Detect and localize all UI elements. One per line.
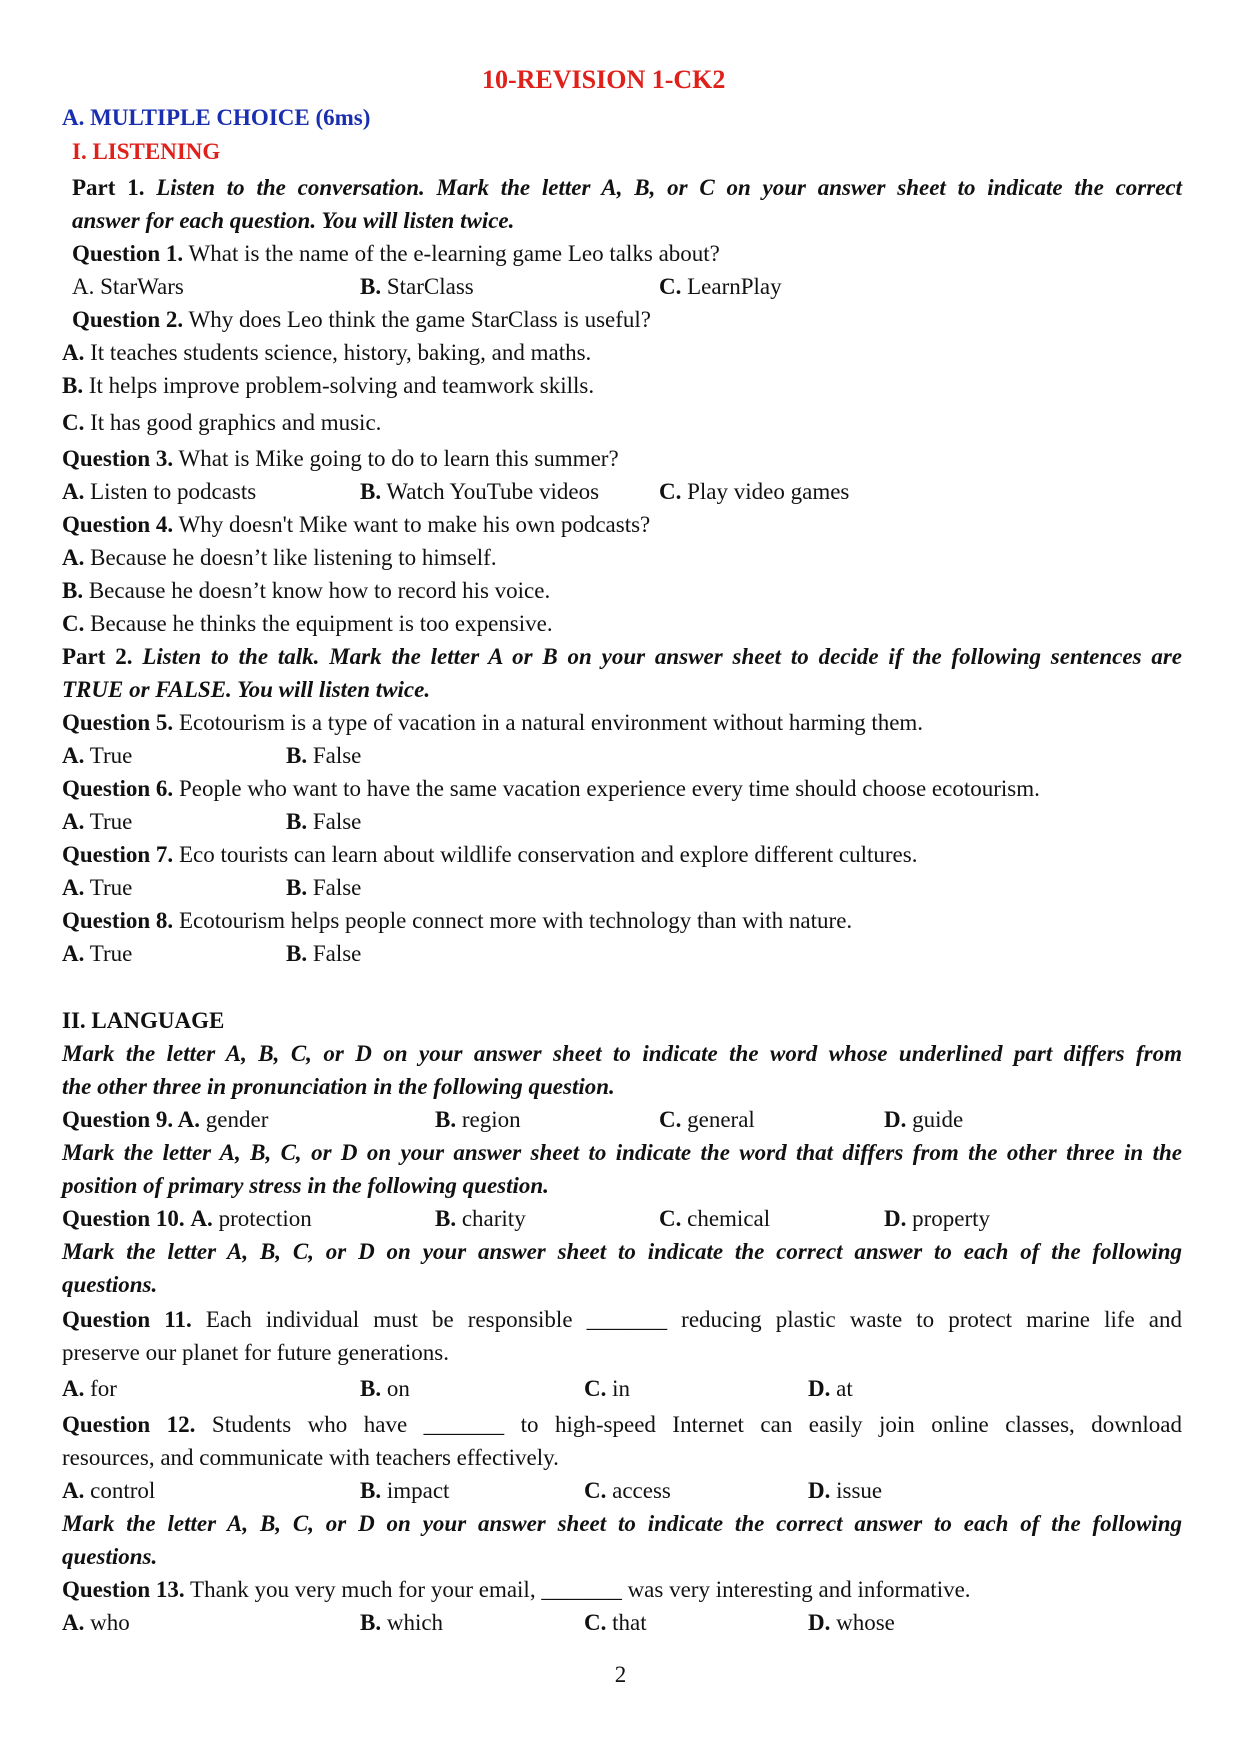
- q4-option-b: B. Because he doesn’t know how to record his voice.: [62, 578, 551, 603]
- q3-option-c: C. Play video games: [659, 479, 850, 504]
- underlined-letter: g: [479, 1107, 492, 1132]
- question-9: Question 9. A. gender: [62, 1107, 269, 1132]
- part1-instruction: Listen to the conversation. Mark the letter A, B, or C on your answer sheet to indicate the correct: [156, 175, 1183, 200]
- q2-option-c: C. It has good graphics and music.: [62, 410, 382, 435]
- question-label: Question 2.: [72, 307, 184, 332]
- q5-option-a: A. True: [62, 743, 133, 768]
- q10-option-b: B. charity: [435, 1206, 526, 1231]
- question-11: [62, 1306, 1182, 1334]
- q13-option-a: A. who: [62, 1610, 130, 1635]
- question-label: Question 7.: [62, 842, 174, 867]
- question-label: Question 12.: [62, 1412, 196, 1437]
- q3-option-a: A. Listen to podcasts: [62, 479, 257, 504]
- answer-instruction-2-line2: questions.: [62, 1544, 158, 1569]
- question-text: Each individual must be responsible _______ reducing plastic waste to protect marine life and: [205, 1307, 1182, 1332]
- q1-option-b: B. StarClass: [360, 274, 474, 299]
- q13-option-c: C. that: [584, 1610, 647, 1635]
- pronunciation-instruction-line1: Mark the letter A, B, C, or D on your answer sheet to indicate the word whose underlined part differs from: [62, 1041, 1182, 1066]
- q11-option-a: A. for: [62, 1376, 117, 1401]
- question-text: Why doesn't Mike want to make his own podcasts?: [178, 512, 651, 537]
- page-number: 2: [614, 1662, 627, 1687]
- part1-instruction-line2: answer for each question. You will listen twice.: [72, 208, 515, 233]
- q5-option-b: B. False: [286, 743, 362, 768]
- part2-instruction-line2: TRUE or FALSE. You will listen twice.: [62, 677, 431, 702]
- question-3: [62, 445, 619, 473]
- underlined-letter: g: [687, 1107, 699, 1132]
- answer-instruction-2-line1: Mark the letter A, B, C, or D on your answer sheet to indicate the correct answer to each of the following: [62, 1511, 1182, 1536]
- q10-option-d: D. property: [884, 1206, 991, 1231]
- q4-option-a: A. Because he doesn’t like listening to himself.: [62, 545, 497, 570]
- q2-option-a: A. It teaches students science, history, baking, and maths.: [62, 340, 592, 365]
- question-label: Question 10.: [62, 1206, 185, 1231]
- section-a-heading: A. MULTIPLE CHOICE (6ms): [62, 105, 371, 130]
- question-12: [62, 1411, 1182, 1439]
- q9-option-b: B. region: [435, 1107, 521, 1132]
- listening-heading: I. LISTENING: [72, 139, 221, 164]
- question-label: Question 3.: [62, 446, 174, 471]
- q12-option-a: A. control: [62, 1478, 156, 1503]
- question-12-continued: resources, and communicate with teachers effectively.: [62, 1445, 559, 1470]
- q7-option-a: A. True: [62, 875, 133, 900]
- underlined-letter: g: [912, 1107, 924, 1132]
- question-5: [62, 709, 923, 737]
- q12-option-d: D. issue: [808, 1478, 883, 1503]
- q12-option-b: B. impact: [360, 1478, 450, 1503]
- q12-option-c: C. access: [584, 1478, 671, 1503]
- question-4: [62, 511, 650, 539]
- q11-option-c: C. in: [584, 1376, 631, 1401]
- question-text: Why does Leo think the game StarClass is useful?: [188, 307, 651, 332]
- q10-option-c: C. chemical: [659, 1206, 771, 1231]
- question-label: Question 11.: [62, 1307, 192, 1332]
- question-11-continued: preserve our planet for future generations.: [62, 1340, 450, 1365]
- q4-option-c: C. Because he thinks the equipment is too expensive.: [62, 611, 553, 636]
- question-7: [62, 841, 917, 869]
- question-label: Question 9. A.: [62, 1107, 201, 1132]
- question-text: What is Mike going to do to learn this summer?: [178, 446, 619, 471]
- question-text: Students who have _______ to high-speed Internet can easily join online classes, download: [211, 1412, 1183, 1437]
- q2-option-b: B. It helps improve problem-solving and teamwork skills.: [62, 373, 595, 398]
- question-text: People who want to have the same vacation experience every time should choose ecotourism.: [178, 776, 1040, 801]
- q3-option-b: B. Watch YouTube videos: [360, 479, 600, 504]
- language-heading: II. LANGUAGE: [62, 1008, 225, 1033]
- q11-option-d: D. at: [808, 1376, 853, 1401]
- question-2: [72, 306, 651, 334]
- question-text: Ecotourism helps people connect more with technology than with nature.: [178, 908, 853, 933]
- question-text: Eco tourists can learn about wildlife conservation and explore different cultures.: [178, 842, 918, 867]
- question-6: [62, 775, 1040, 803]
- q13-option-d: D. whose: [808, 1610, 895, 1635]
- question-label: Question 13.: [62, 1577, 185, 1602]
- q8-option-b: B. False: [286, 941, 362, 966]
- part2-instruction-line1: [62, 643, 1182, 671]
- stress-instruction-line1: Mark the letter A, B, C, or D on your answer sheet to indicate the word that differs from the other three in the: [62, 1140, 1182, 1165]
- q11-option-b: B. on: [360, 1376, 410, 1401]
- question-1: [72, 240, 720, 268]
- underlined-letter: g: [205, 1107, 218, 1132]
- question-text: Thank you very much for your email, _______ was very interesting and informative.: [190, 1577, 971, 1602]
- question-label: Question 4.: [62, 512, 174, 537]
- q13-option-b: B. which: [360, 1610, 444, 1635]
- question-text: Ecotourism is a type of vacation in a natural environment without harming them.: [178, 710, 924, 735]
- question-text: What is the name of the e-learning game Leo talks about?: [188, 241, 720, 266]
- question-13: [62, 1576, 971, 1604]
- question-label: Question 8.: [62, 908, 174, 933]
- q6-option-b: B. False: [286, 809, 362, 834]
- question-label: Question 5.: [62, 710, 174, 735]
- pronunciation-instruction-line2: the other three in pronunciation in the following question.: [62, 1074, 615, 1099]
- part2-instruction: Listen to the talk. Mark the letter A or B on your answer sheet to decide if the following sentences are: [142, 644, 1183, 669]
- answer-instruction-line2: questions.: [62, 1272, 158, 1297]
- part1-instruction-line1: [72, 174, 1182, 202]
- question-label: Question 6.: [62, 776, 174, 801]
- question-label: Question 1.: [72, 241, 184, 266]
- page-title: 10-REVISION 1-CK2: [482, 65, 726, 94]
- q1-option-a: A. StarWars: [72, 274, 184, 299]
- q1-option-c: C. LearnPlay: [659, 274, 782, 299]
- q6-option-a: A. True: [62, 809, 133, 834]
- q7-option-b: B. False: [286, 875, 362, 900]
- answer-instruction-line1: Mark the letter A, B, C, or D on your answer sheet to indicate the correct answer to each of the following: [62, 1239, 1182, 1264]
- part1-label: Part 1.: [72, 175, 145, 200]
- q9-option-c: C. general: [659, 1107, 755, 1132]
- part2-label: Part 2.: [62, 644, 133, 669]
- question-8: [62, 907, 852, 935]
- stress-instruction-line2: position of primary stress in the following question.: [62, 1173, 549, 1198]
- question-10: Question 10. A. protection: [62, 1206, 312, 1231]
- q9-option-d: D. guide: [884, 1107, 964, 1132]
- q8-option-a: A. True: [62, 941, 133, 966]
